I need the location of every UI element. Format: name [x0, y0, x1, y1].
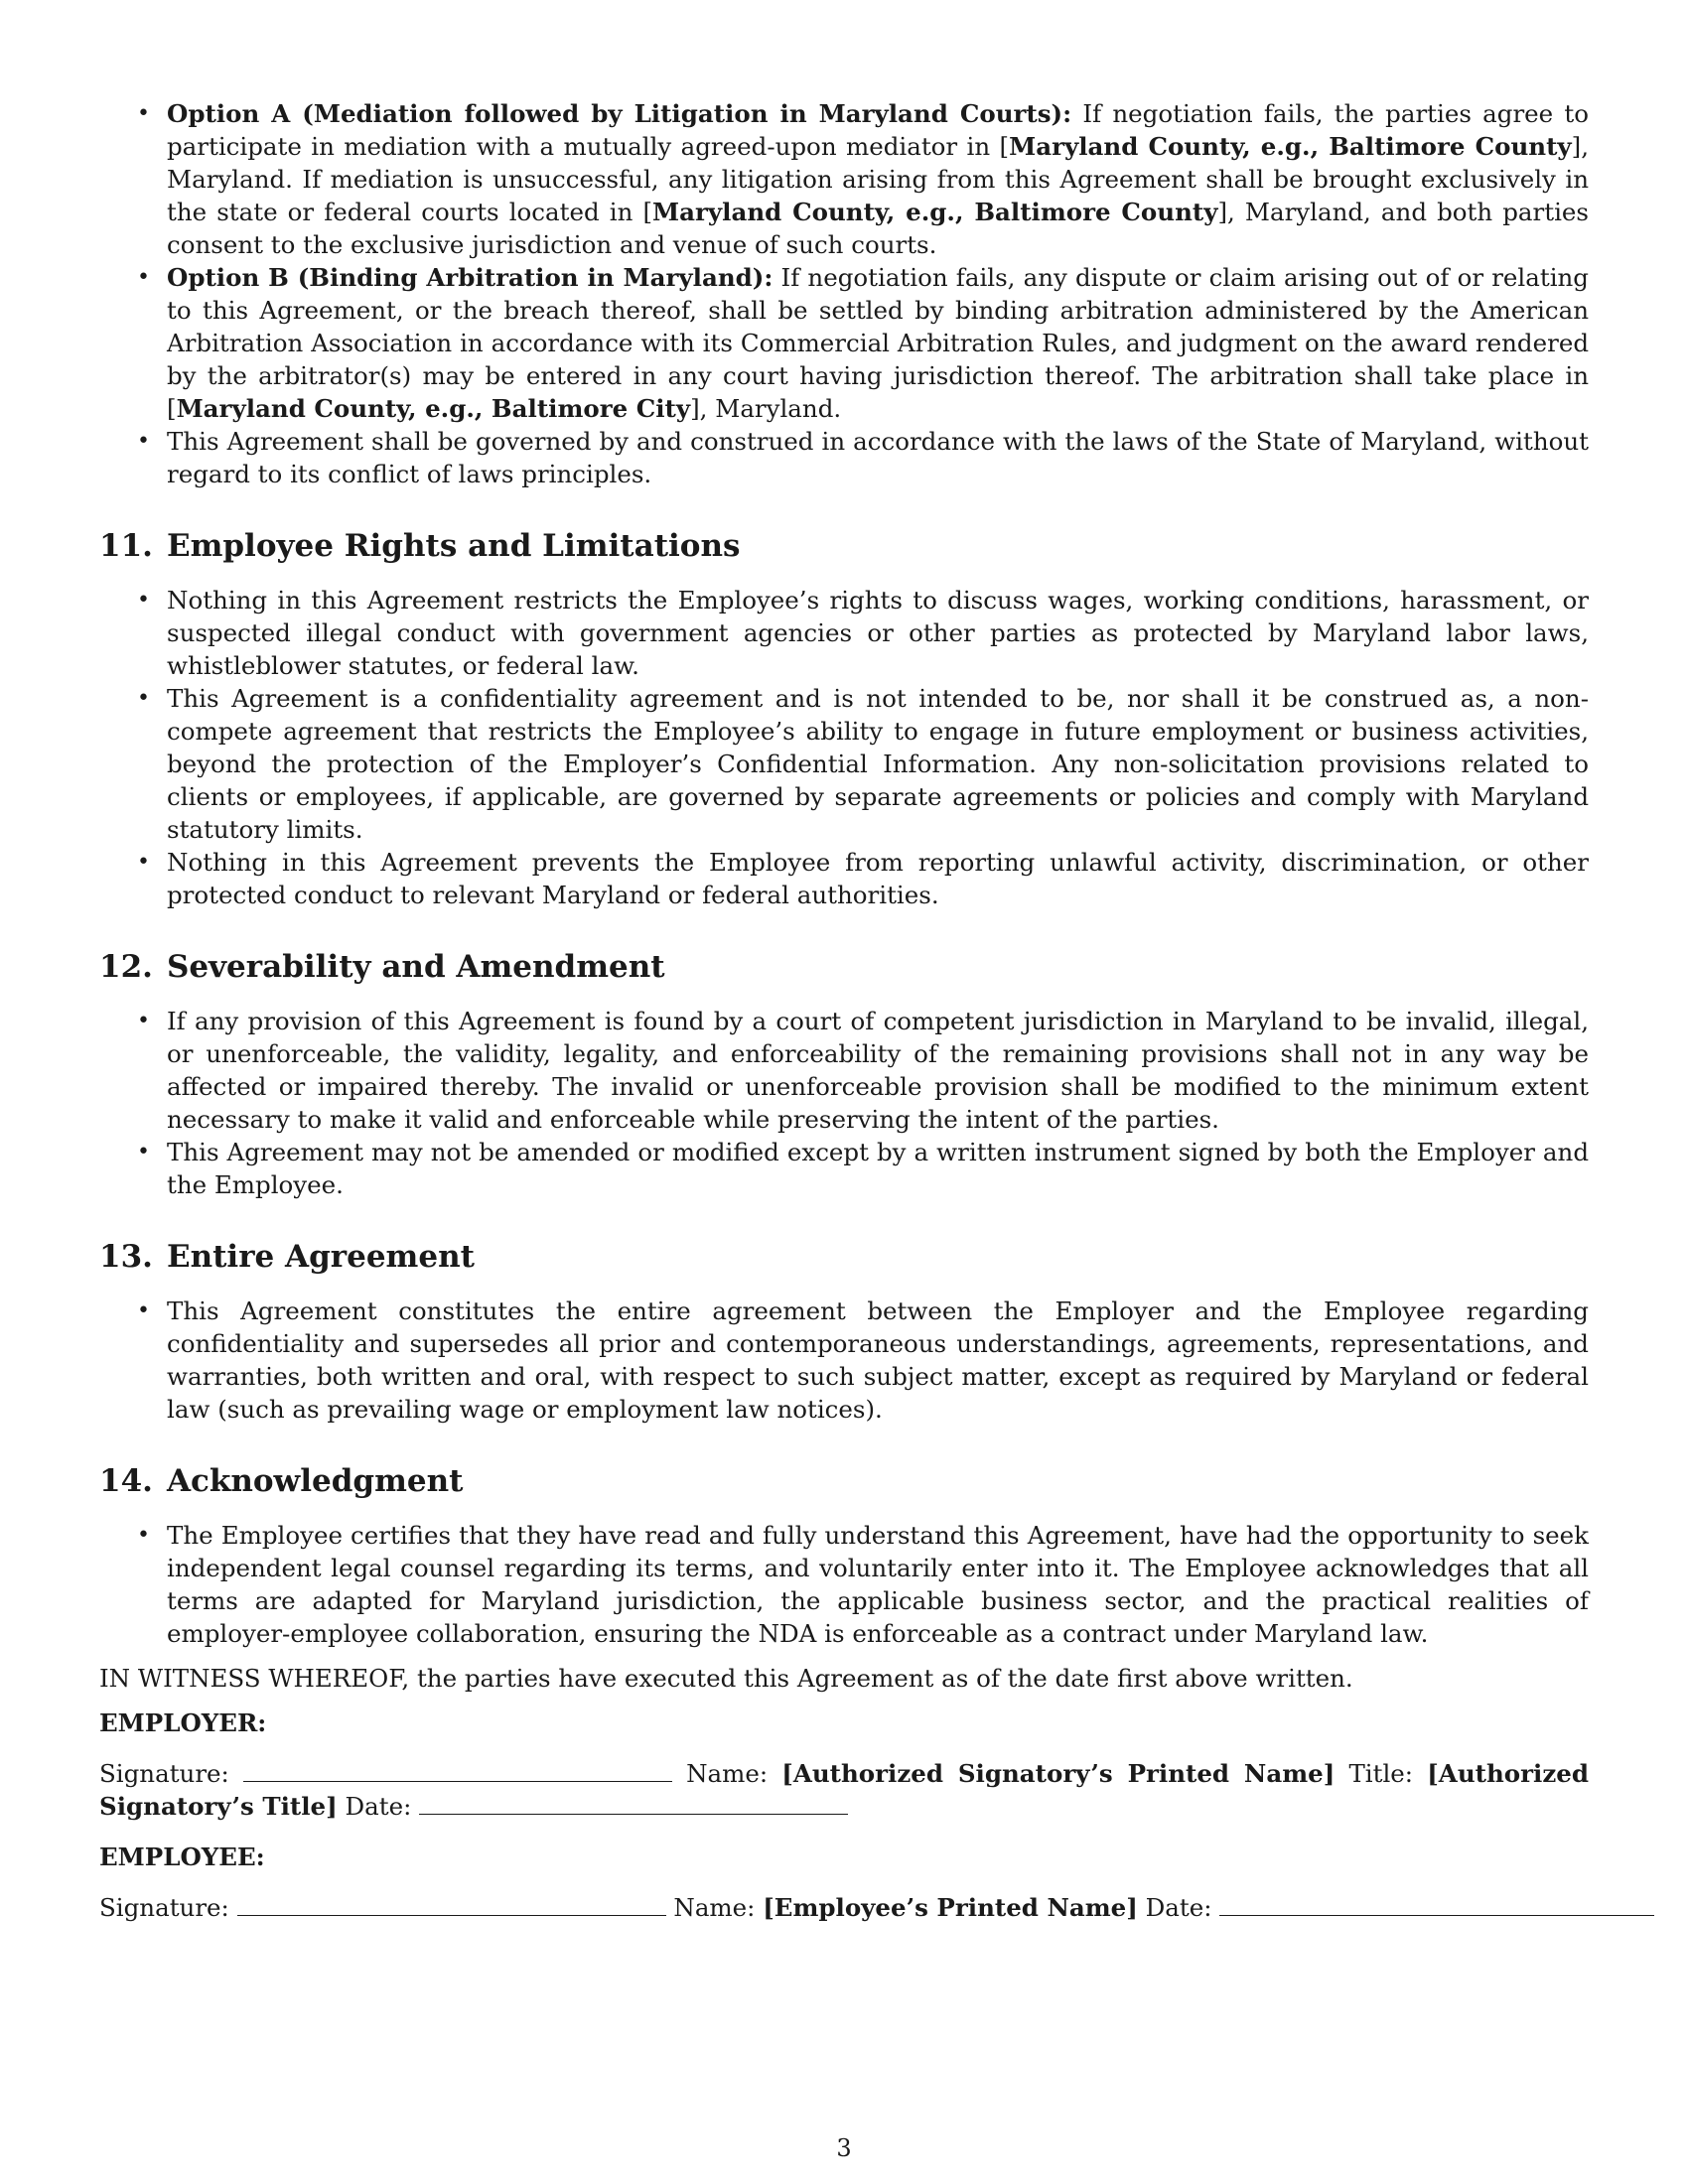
name-label: Name:	[673, 1893, 756, 1922]
section-heading	[99, 1237, 1589, 1277]
list-item: • This Agreement constitutes the entire agreement between the Employer and the Employee regarding confidentiality and supersedes all prior and contemporaneous understandings, agreements, representations, and warranties, both written and oral, with respect to such subject matter, except as required by Maryland or federal law (such as prevailing wage or employment law notices).	[99, 1295, 1589, 1426]
section-heading	[99, 1461, 1589, 1501]
employee-date-field[interactable]	[1219, 1893, 1654, 1916]
option-a-heading: Option A (Mediation followed by Litigation in Maryland Courts):	[167, 99, 1072, 128]
section-number: 11.	[99, 528, 153, 564]
employer-label: EMPLOYER:	[99, 1708, 267, 1737]
employer-signature-block	[99, 1757, 1589, 1823]
section-heading	[99, 526, 1589, 566]
list-item	[99, 97, 1589, 261]
list-item: • The Employee certifies that they have read and fully understand this Agreement, have had the opportunity to seek independent legal counsel regarding its terms, and voluntarily enter into it. The Employee acknowledges that all terms are adapted for Maryland jurisdiction, the applicable business sector, and the practical realities of employer-employee collaboration, ensuring the NDA is enforceable as a contract under Maryland law.	[99, 1519, 1589, 1650]
section-11	[99, 526, 1589, 911]
employer-name-placeholder: [Authorized Signatory’s Printed Name]	[781, 1759, 1336, 1788]
list-text: If negotiation fails, any dispute or claim arising out of or relating to this Agreement, or the breach thereof, shall be settled by binding arbitration administered by the American Arbitration Association in accordance with its Commercial Arbitration Rules, and judgment on the award rendered by the arbitrator(s) may be entered in any court having jurisdiction thereof. The arbitration shall take place in [	[167, 263, 1589, 423]
list-text: ], Maryland. If mediation is unsuccessful, any litigation arising from this Agreement shall be brought exclusively in the state or federal courts located in [	[167, 132, 1589, 226]
list-text: ], Maryland, and both parties consent to the exclusive jurisdiction and venue of such courts.	[167, 198, 1590, 259]
employer-signature-field[interactable]	[243, 1759, 672, 1782]
section-title: Severability and Amendment	[166, 949, 665, 985]
page-number: 3	[836, 2134, 852, 2162]
employee-label: EMPLOYEE:	[99, 1843, 265, 1871]
list-item: • This Agreement shall be governed by and construed in accordance with the laws of the State of Maryland, without regard to its conflict of laws principles.	[99, 425, 1589, 490]
employer-title-placeholder: [Authorized Signatory’s Title]	[99, 1759, 1589, 1821]
section-title: Acknowledgment	[166, 1463, 464, 1499]
section-number: 12.	[99, 949, 153, 985]
list-item: • Nothing in this Agreement prevents the Employee from reporting unlawful activity, discrimination, or other protected conduct to relevant Maryland or federal authorities.	[99, 846, 1589, 911]
section-12	[99, 947, 1589, 1201]
title-label: Title:	[1348, 1759, 1414, 1788]
section-13	[99, 1237, 1589, 1426]
witness-statement: IN WITNESS WHEREOF, the parties have executed this Agreement as of the date first above written.	[99, 1664, 1353, 1693]
section-number: 14.	[99, 1463, 153, 1499]
option-b-heading: Option B (Binding Arbitration in Maryland):	[167, 263, 774, 292]
name-label: Name:	[686, 1759, 769, 1788]
section-list	[99, 584, 1589, 911]
list-item	[99, 261, 1589, 425]
employer-date-field[interactable]	[419, 1792, 848, 1815]
list-item: • If any provision of this Agreement is found by a court of competent jurisdiction in Maryland to be invalid, illegal, or unenforceable, the validity, legality, and enforceability of the remaining provisions shall not in any way be affected or impaired thereby. The invalid or unenforceable provision shall be modified to the minimum extent necessary to make it valid and enforceable while preserving the intent of the parties.	[99, 1005, 1589, 1136]
section-number: 13.	[99, 1239, 153, 1275]
section-heading	[99, 947, 1589, 987]
placeholder-county: Maryland County, e.g., Baltimore County	[1009, 132, 1572, 161]
employee-name-placeholder: [Employee’s Printed Name]	[763, 1893, 1138, 1922]
list-item: • This Agreement is a confidentiality agreement and is not intended to be, nor shall it be construed as, a non-compete agreement that restricts the Employee’s ability to engage in future employment or business activities, beyond the protection of the Employer’s Confidential Information. Any non-solicitation provisions related to clients or employees, if applicable, are governed by separate agreements or policies and comply with Maryland statutory limits.	[99, 682, 1589, 846]
list-item: • This Agreement may not be amended or modified except by a written instrument signed by both the Employer and the Employee.	[99, 1136, 1589, 1201]
employee-signature-field[interactable]	[237, 1893, 666, 1916]
section-list	[99, 1295, 1589, 1426]
signature-label: Signature:	[99, 1893, 229, 1922]
document-page	[99, 97, 1589, 1924]
employee-signature-block	[99, 1891, 1589, 1924]
section-list	[99, 1005, 1589, 1201]
list-item: • Nothing in this Agreement restricts the Employee’s rights to discuss wages, working conditions, harassment, or suspected illegal conduct with government agencies or other parties as protected by Maryland labor laws, whistleblower statutes, or federal law.	[99, 584, 1589, 682]
placeholder-county: Maryland County, e.g., Baltimore County	[652, 198, 1218, 226]
section-title: Entire Agreement	[166, 1239, 475, 1275]
section-14	[99, 1461, 1589, 1650]
placeholder-county: Maryland County, e.g., Baltimore City	[176, 394, 691, 423]
date-label: Date:	[345, 1792, 412, 1821]
list-text: If negotiation fails, the parties agree to participate in mediation with a mutually agreed-upon mediator in [	[167, 99, 1590, 161]
signature-label: Signature:	[99, 1759, 229, 1788]
dispute-resolution-list	[99, 97, 1589, 490]
section-title: Employee Rights and Limitations	[166, 528, 741, 564]
date-label: Date:	[1145, 1893, 1212, 1922]
section-list	[99, 1519, 1589, 1650]
list-text: ], Maryland.	[690, 394, 842, 423]
